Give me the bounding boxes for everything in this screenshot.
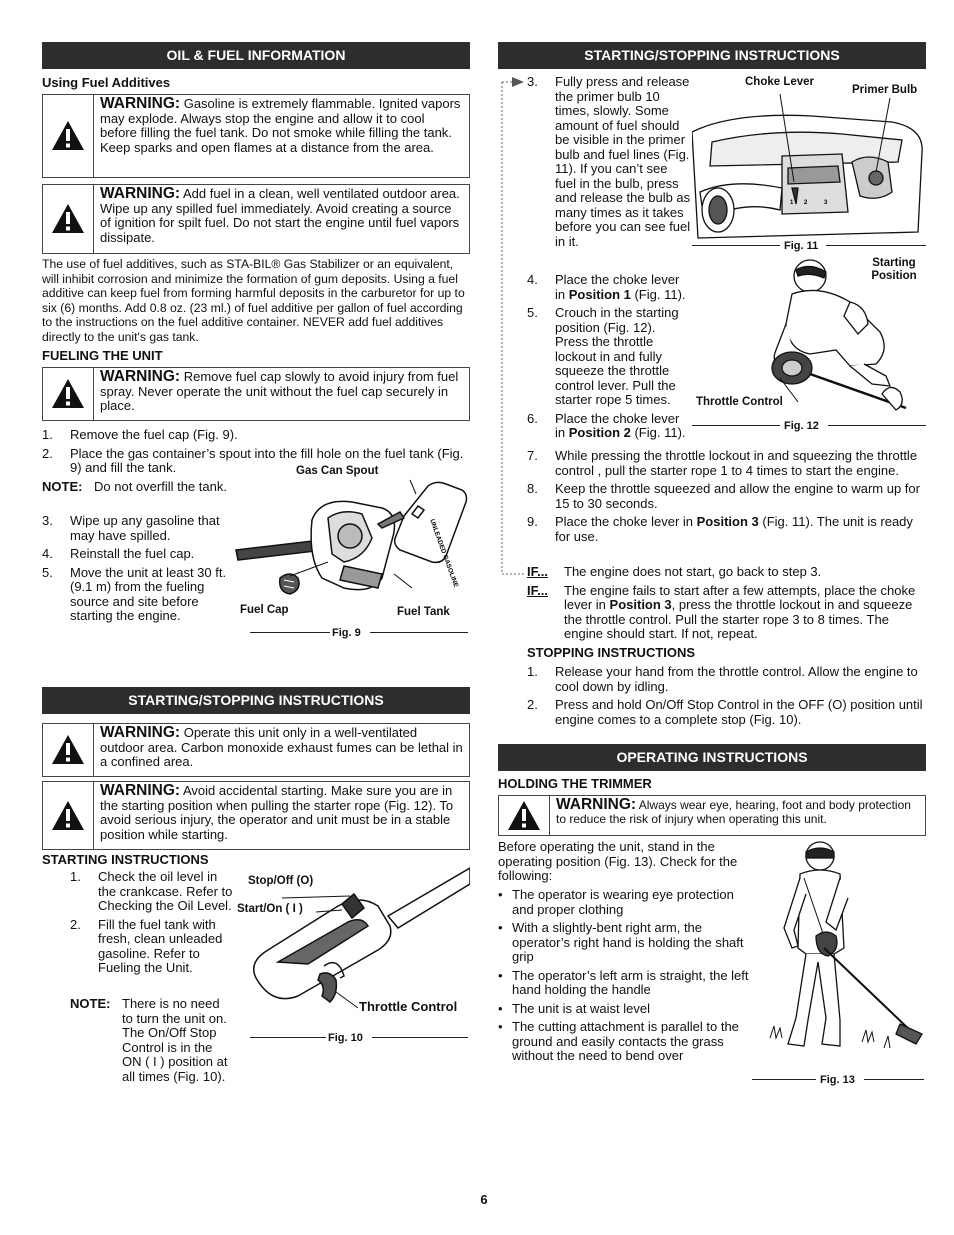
list-item: • The cutting attachment is parallel to the ground and easily contacts the grass without the need to bend over — [498, 1019, 739, 1063]
list-item: 2. Press and hold On/Off Stop Control in the OFF (O) position until engine comes to a complete stop (Fig. 10). — [527, 697, 923, 727]
list-item: 5. Crouch in the starting position (Fig. 12). Press the throttle lockout in and fully squeeze the throttle control lever. Pull the starter rope 5 times. — [527, 305, 679, 407]
fig10-caption: Fig. 10 — [328, 1032, 363, 1044]
steps-7-9 — [527, 449, 927, 544]
operating-instructions-header: OPERATING INSTRUCTIONS — [498, 744, 926, 771]
fig11-engine-illustration — [692, 92, 926, 242]
fig10-rule — [372, 1037, 468, 1038]
list-item: 7. While pressing the throttle lockout in and squeezing the throttle control , pull the starter rope 1 to 4 times to start the engine. — [527, 448, 918, 478]
list-item: • With a slightly-bent right arm, the operator’s right hand is holding the shaft grip — [498, 920, 744, 964]
list-item: • The operator is wearing eye protection and proper clothing — [498, 887, 734, 917]
starting-note: NOTE: — [70, 996, 111, 1011]
fig9-gas-can-spout-label: Gas Can Spout — [296, 465, 379, 477]
warning-text: Always wear eye, hearing, foot and body protection to reduce the risk of injury when operating this unit. — [556, 798, 911, 826]
list-item: IF... The engine does not start, go back to step 3. — [527, 564, 822, 579]
warning-icon — [51, 377, 85, 411]
starting-stopping-header-left: STARTING/STOPPING INSTRUCTIONS — [42, 687, 470, 714]
fig11-rule — [692, 245, 780, 246]
fig11-pos1: 1 — [790, 200, 794, 206]
list-item: • The unit is at waist level — [498, 1000, 651, 1016]
warning-label: WARNING: — [100, 95, 181, 112]
starting-instructions-heading: STARTING INSTRUCTIONS — [42, 852, 209, 867]
warning-box-ventilated — [42, 184, 470, 254]
fig10-stop-off-label: Stop/Off (O) — [248, 875, 314, 887]
warning-text: Avoid accidental starting. Make sure you are in the starting position when pulling the starter rope (Fig. 12). To avoid serious injury, the operator and unit must be in a stable position while starting. — [100, 783, 454, 842]
if-conditions — [527, 565, 927, 642]
fig13-operator-illustration — [764, 838, 926, 1064]
fig11-choke-label: Choke Lever — [745, 76, 815, 88]
oil-fuel-header: OIL & FUEL INFORMATION — [42, 42, 470, 69]
list-item: 3. Fully press and release the primer bulb 10 times, slowly. Some amount of fuel should be visible in the primer bulb and fuel lines (Fig. 11). If you can’t see fuel in the bulb, press and release the bulb as many times as it takes before you can see fuel in it. — [527, 74, 691, 249]
fig10-throttle-label: Throttle Control — [359, 999, 458, 1014]
list-item: 4. Place the choke lever in Position 1 (Fig. 11). — [527, 272, 686, 302]
warning-box-fuel-cap — [42, 367, 470, 421]
fig12-starting-position-label: Starting Position — [871, 257, 917, 282]
warning-text: Operate this unit only in a well-ventilated outdoor area. Carbon monoxide exhaust fumes can be lethal in a confined area. — [100, 725, 463, 769]
using-fuel-additives-heading: Using Fuel Additives — [42, 75, 171, 90]
fueling-heading: FUELING THE UNIT — [42, 348, 163, 363]
fig11-pos2: 2 — [804, 200, 808, 206]
warning-text: Remove fuel cap slowly to avoid injury from fuel spray. Never operate the unit without the fuel cap securely in place. — [100, 369, 459, 413]
warning-label: WARNING: — [100, 724, 181, 741]
warning-icon — [51, 733, 85, 767]
list-item: 3. Wipe up any gasoline that may have spilled. — [42, 513, 220, 543]
step4-5 — [527, 273, 692, 441]
fig12-rule — [692, 425, 780, 426]
list-item: 4. Reinstall the fuel cap. — [42, 546, 195, 561]
fig13-caption: Fig. 13 — [820, 1074, 855, 1086]
fig9-fuel-cap-label: Fuel Cap — [240, 604, 289, 616]
fueling-steps-a — [42, 428, 472, 476]
list-item: 2. Place the gas container’s spout into the fill hole on the fuel tank (Fig. 9) and fill the tank. — [42, 445, 464, 475]
list-item: 5. Move the unit at least 30 ft. (9.1 m) from the fueling source and site before starting the engine. — [42, 564, 227, 623]
fig10-rule — [250, 1037, 326, 1038]
fig9-can-text: UNLEADED GASOLINE — [428, 518, 460, 589]
stopping-steps — [527, 665, 927, 727]
warning-box-flammable — [42, 94, 470, 178]
warning-text: Gasoline is extremely flammable. Ignited vapors may explode. Always stop the engine and allow it to cool before filling the fuel tank. Do not smoke while filling the tank. Keep sparks and open flames at a distance from the area. — [100, 96, 461, 155]
warning-label: WARNING: — [100, 782, 181, 799]
list-item: 8. Keep the throttle squeezed and allow the engine to warm up for 15 to 30 seconds. — [527, 481, 920, 511]
additive-paragraph: The use of fuel additives, such as STA-BIL® Gas Stabilizer or an equivalent, will inhibit corrosion and minimize the formation of gum deposits. Using a fuel additive can keep fuel from forming harmful deposits in the carburetor for up to six (6) months. Add 0.8 oz. (23 ml.) of fuel additive per gallon of fuel according to the instructions on the fuel additive container. NEVER add fuel additives directly to the unit's gas tank. — [42, 257, 465, 344]
warning-box-accidental-start — [42, 781, 470, 850]
fig9-rule — [370, 632, 468, 633]
fig10-start-on-label: Start/On ( I ) — [237, 903, 303, 915]
list-item: 6. Place the choke lever in Position 2 (Fig. 11). — [527, 410, 686, 440]
fig13-rule — [752, 1079, 816, 1080]
fig12-throttle-label: Throttle Control — [696, 396, 783, 408]
fig11-primer-label: Primer Bulb — [852, 84, 918, 96]
warning-box-protection — [498, 795, 926, 836]
warning-icon — [51, 202, 85, 236]
fig11-caption: Fig. 11 — [784, 240, 819, 252]
fueling-note: NOTE: Do not overfill the tank. — [42, 479, 227, 494]
holding-bullets — [498, 888, 750, 1064]
starting-stopping-header-right: STARTING/STOPPING INSTRUCTIONS — [498, 42, 926, 69]
warning-label: WARNING: — [556, 796, 637, 813]
list-item: 1. Remove the fuel cap (Fig. 9). — [42, 427, 238, 442]
holding-trimmer-heading: HOLDING THE TRIMMER — [498, 776, 652, 791]
fueling-steps-b — [42, 514, 238, 624]
warning-icon — [51, 799, 85, 833]
page-number: 6 — [480, 1192, 488, 1207]
step3-bracket-arrow — [498, 74, 528, 580]
starting-steps — [70, 870, 234, 976]
stopping-instructions-heading: STOPPING INSTRUCTIONS — [527, 645, 696, 660]
warning-text: Add fuel in a clean, well ventilated outdoor area. Wipe up any spilled fuel immediately. Avoid creating a source of ignition for spilt fuel. Do not start the engine until fuel vapors dissipate. — [100, 186, 460, 245]
warning-box-carbon-monoxide — [42, 723, 470, 777]
fig11-rule — [826, 245, 926, 246]
warning-label: WARNING: — [100, 368, 181, 385]
list-item: 1. Check the oil level in the crankcase. Refer to Checking the Oil Level. — [70, 869, 233, 913]
holding-intro: Before operating the unit, stand in the operating position (Fig. 13). Check for the following: — [498, 839, 738, 883]
fig13-rule — [864, 1079, 924, 1080]
step3 — [527, 75, 692, 249]
fig9-fuel-tank-label: Fuel Tank — [397, 606, 450, 618]
list-item: • The operator’s left arm is straight, the left hand holding the handle — [498, 967, 749, 997]
fig9-rule — [250, 632, 330, 633]
list-item: 2. Fill the fuel tank with fresh, clean unleaded gasoline. Refer to Fueling the Unit. — [70, 916, 223, 975]
fig12-caption: Fig. 12 — [784, 420, 819, 432]
fig9-fuel-illustration — [232, 478, 468, 608]
warning-icon — [51, 119, 85, 153]
fig12-rule — [828, 425, 926, 426]
list-item: IF... The engine fails to start after a few attempts, place the choke lever in Position 3, press the throttle lockout in and squeeze the throttle control. Pull the starter rope 3 to 8 times. The engine should start. If not, repeat. — [527, 582, 916, 641]
list-item: 1. Release your hand from the throttle control. Allow the engine to cool down by idling. — [527, 664, 918, 694]
list-item: 9. Place the choke lever in Position 3 (Fig. 11). The unit is ready for use. — [527, 514, 913, 544]
fig11-pos3: 3 — [824, 200, 828, 206]
starting-note-text-a: There is no need to turn the unit on. The On/Off Stop Control is in the ON ( I ) position at all times (Fig. 10). — [122, 996, 228, 1084]
warning-icon — [507, 799, 541, 833]
fig9-caption: Fig. 9 — [332, 627, 361, 639]
warning-label: WARNING: — [100, 185, 181, 202]
